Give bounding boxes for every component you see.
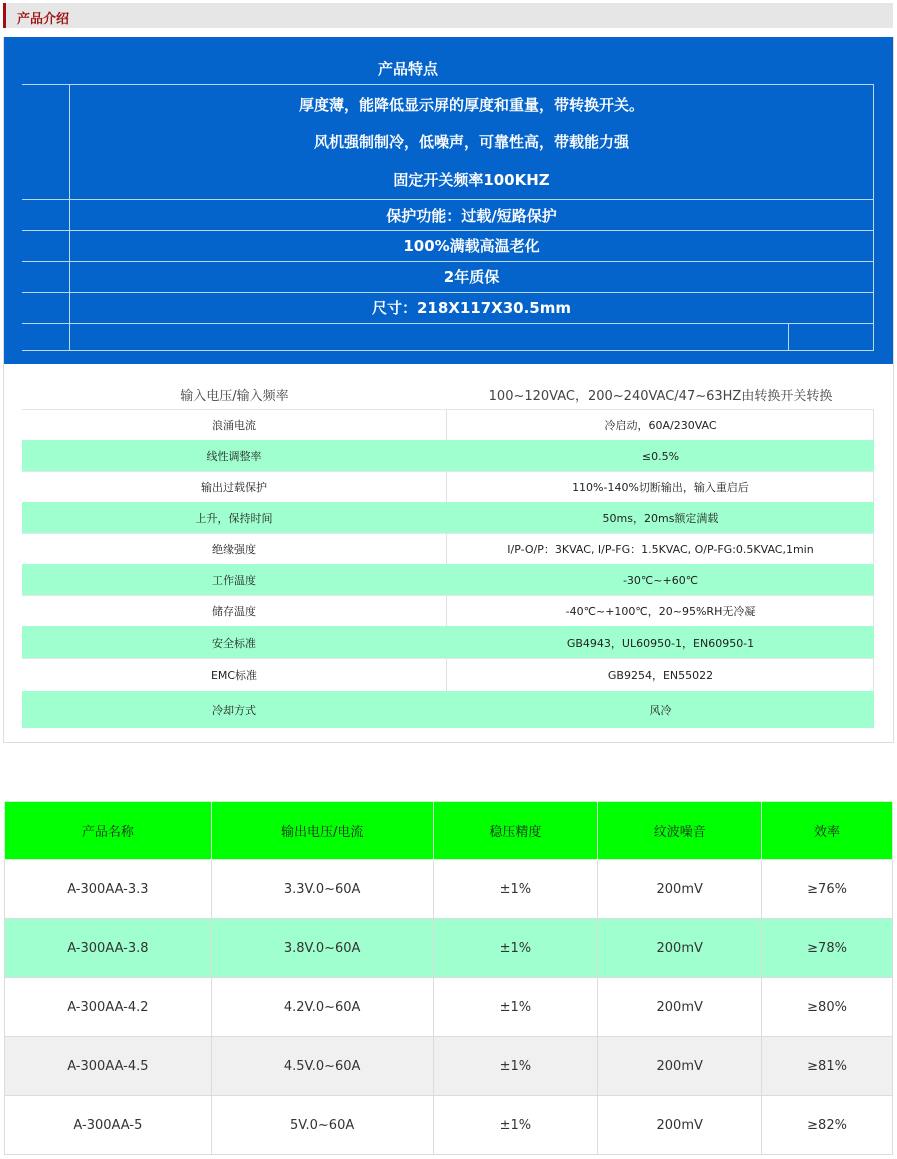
feature-line: 2年质保 (443, 268, 500, 286)
features-grid-line (873, 84, 874, 350)
spec-row (22, 409, 874, 440)
spec-value: -40℃~+100℃，20~95%RH无冷凝 (565, 605, 756, 618)
output-voltage-current: 5V.0~60A (211, 1096, 433, 1155)
spec-label: 冷却方式 (22, 692, 447, 728)
features-title: 产品特点 (377, 60, 438, 78)
spec-value: I/P-O/P：3KVAC, I/P-FG：1.5KVAC, O/P-FG:0.5KVAC,1min (507, 543, 814, 556)
section-header (3, 3, 893, 28)
spec-label: 输出过载保护 (22, 472, 447, 502)
regulation-accuracy: ±1% (433, 919, 598, 978)
features-grid-line (22, 84, 874, 85)
table-row (5, 860, 893, 919)
model-name: A-300AA-5 (5, 1096, 212, 1155)
spec-value: -30℃~+60℃ (622, 573, 699, 587)
regulation-accuracy: ±1% (433, 1037, 598, 1096)
table-row (5, 919, 893, 978)
spec-table (22, 409, 874, 728)
spec-row (22, 533, 874, 564)
features-grid-line (22, 261, 874, 262)
spec-row (22, 564, 874, 595)
spec-row (22, 471, 874, 502)
spec-row (22, 691, 874, 728)
spec-row (22, 440, 874, 471)
features-grid-line (22, 199, 874, 200)
regulation-accuracy: ±1% (433, 978, 598, 1037)
spec-label: 储存温度 (22, 596, 447, 626)
regulation-accuracy: ±1% (433, 1096, 598, 1155)
spec-value: GB4943，UL60950-1，EN60950-1 (566, 636, 755, 650)
ripple-noise: 200mV (598, 978, 762, 1037)
model-name: A-300AA-3.3 (5, 860, 212, 919)
spec-value: 冷启动，60A/230VAC (604, 419, 717, 432)
column-header: 稳压精度 (433, 802, 598, 860)
model-table-header (5, 802, 893, 860)
output-voltage-current: 3.8V.0~60A (211, 919, 433, 978)
features-grid-line (22, 350, 874, 351)
spec-row (22, 658, 874, 691)
feature-line: 风机强制制冷，低噪声，可靠性高，带载能力强 (313, 133, 629, 151)
output-voltage-current: 4.5V.0~60A (211, 1037, 433, 1096)
features-grid-line (22, 230, 874, 231)
spec-label: 线性调整率 (22, 441, 447, 471)
column-header: 产品名称 (5, 802, 212, 860)
output-voltage-current: 4.2V.0~60A (211, 978, 433, 1037)
column-header: 纹波噪音 (598, 802, 762, 860)
features-grid-line (788, 323, 789, 350)
feature-line: 厚度薄，能降低显示屏的厚度和重量，带转换开关。 (298, 96, 644, 114)
section-title: 产品介绍 (17, 12, 70, 27)
spec-header-label: 输入电压/输入频率 (180, 389, 289, 404)
feature-line: 固定开关频率100KHZ (393, 171, 550, 189)
spec-label: 上升，保持时间 (22, 503, 447, 533)
spec-value: 风冷 (649, 704, 672, 717)
feature-line: 保护功能：过载/短路保护 (386, 207, 557, 225)
spec-value: 110%-140%切断输出，输入重启后 (572, 481, 749, 494)
model-name: A-300AA-3.8 (5, 919, 212, 978)
spec-value: 50ms，20ms额定满载 (602, 512, 719, 525)
spec-label: EMC标准 (22, 659, 447, 691)
table-row (5, 1096, 893, 1155)
efficiency: ≥76% (762, 860, 893, 919)
features-grid-line (22, 292, 874, 293)
features-panel (4, 37, 893, 364)
features-grid-line (22, 323, 874, 324)
spec-row (22, 595, 874, 626)
model-table (4, 801, 893, 1155)
efficiency: ≥78% (762, 919, 893, 978)
efficiency: ≥82% (762, 1096, 893, 1155)
spec-label: 安全标准 (22, 627, 447, 658)
spec-label: 浪涌电流 (22, 410, 447, 440)
spec-row (22, 626, 874, 658)
column-header: 输出电压/电流 (211, 802, 433, 860)
ripple-noise: 200mV (598, 1096, 762, 1155)
efficiency: ≥81% (762, 1037, 893, 1096)
feature-line: 尺寸：218X117X30.5mm (371, 299, 572, 317)
model-name: A-300AA-4.2 (5, 978, 212, 1037)
model-name: A-300AA-4.5 (5, 1037, 212, 1096)
ripple-noise: 200mV (598, 860, 762, 919)
spec-label: 工作温度 (22, 565, 447, 595)
spec-value: ≤0.5% (641, 449, 680, 463)
regulation-accuracy: ±1% (433, 860, 598, 919)
spec-header-value: 100~120VAC，200~240VAC/47~63HZ由转换开关转换 (488, 389, 833, 404)
spec-row (22, 502, 874, 533)
output-voltage-current: 3.3V.0~60A (211, 860, 433, 919)
ripple-noise: 200mV (598, 919, 762, 978)
table-row (5, 978, 893, 1037)
efficiency: ≥80% (762, 978, 893, 1037)
column-header: 效率 (762, 802, 893, 860)
feature-line: 100%满载高温老化 (403, 237, 540, 255)
ripple-noise: 200mV (598, 1037, 762, 1096)
spec-value: GB9254，EN55022 (607, 669, 714, 682)
table-row (5, 1037, 893, 1096)
spec-label: 绝缘强度 (22, 534, 447, 564)
